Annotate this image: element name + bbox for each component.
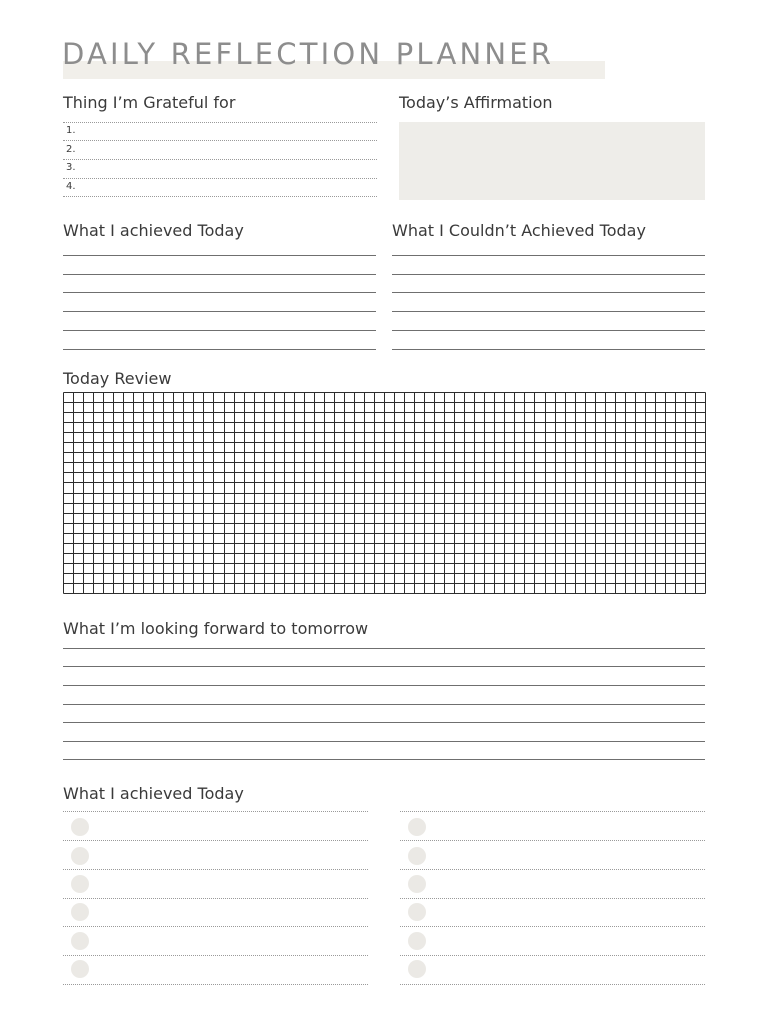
checkbox-bullet-icon[interactable]	[408, 847, 426, 865]
not-achieved-line-6[interactable]	[392, 349, 705, 350]
checkbox-bullet-icon[interactable]	[71, 875, 89, 893]
review-grid[interactable]	[63, 392, 706, 594]
checklist-left-top-rule	[63, 811, 368, 812]
checkbox-bullet-icon[interactable]	[408, 932, 426, 950]
checklist-right-top-rule	[400, 811, 705, 812]
grateful-line-2[interactable]	[63, 159, 377, 160]
review-heading: Today Review	[63, 369, 172, 388]
grateful-item-number-2: 2.	[66, 144, 76, 155]
forward-line-2[interactable]	[63, 666, 705, 667]
not-achieved-heading: What I Couldn’t Achieved Today	[392, 221, 646, 240]
grateful-line-3[interactable]	[63, 178, 377, 179]
forward-line-6[interactable]	[63, 741, 705, 742]
checkbox-bullet-icon[interactable]	[71, 847, 89, 865]
checkbox-bullet-icon[interactable]	[408, 875, 426, 893]
achieved-line-2[interactable]	[63, 274, 376, 275]
checklist-right-line-1[interactable]	[400, 840, 705, 841]
grateful-line-1[interactable]	[63, 140, 377, 141]
checklist-right-line-6[interactable]	[400, 984, 705, 985]
not-achieved-line-5[interactable]	[392, 330, 705, 331]
achieved-line-1[interactable]	[63, 255, 376, 256]
grateful-item-number-3: 3.	[66, 162, 76, 173]
not-achieved-line-4[interactable]	[392, 311, 705, 312]
affirmation-box[interactable]	[399, 122, 705, 200]
checkbox-bullet-icon[interactable]	[71, 903, 89, 921]
checklist-heading: What I achieved Today	[63, 784, 244, 803]
forward-line-4[interactable]	[63, 704, 705, 705]
achieved-line-4[interactable]	[63, 311, 376, 312]
forward-heading: What I’m looking forward to tomorrow	[63, 619, 369, 638]
checklist-left-line-4[interactable]	[63, 926, 368, 927]
checkbox-bullet-icon[interactable]	[408, 960, 426, 978]
forward-line-5[interactable]	[63, 722, 705, 723]
achieved-line-3[interactable]	[63, 292, 376, 293]
grateful-item-number-4: 4.	[66, 181, 76, 192]
grateful-item-number-1: 1.	[66, 125, 76, 136]
checklist-left-line-5[interactable]	[63, 955, 368, 956]
checklist-left-line-1[interactable]	[63, 840, 368, 841]
page-title: DAILY REFLECTION PLANNER	[62, 37, 555, 71]
forward-line-3[interactable]	[63, 685, 705, 686]
checkbox-bullet-icon[interactable]	[71, 960, 89, 978]
grateful-top-rule	[63, 122, 377, 123]
not-achieved-line-2[interactable]	[392, 274, 705, 275]
forward-line-1[interactable]	[63, 648, 705, 649]
not-achieved-line-3[interactable]	[392, 292, 705, 293]
checklist-right-line-4[interactable]	[400, 926, 705, 927]
grateful-line-4[interactable]	[63, 196, 377, 197]
checkbox-bullet-icon[interactable]	[71, 818, 89, 836]
grateful-heading: Thing I’m Grateful for	[63, 93, 236, 112]
checklist-right-line-2[interactable]	[400, 869, 705, 870]
achieved-heading: What I achieved Today	[63, 221, 244, 240]
checklist-right-line-5[interactable]	[400, 955, 705, 956]
checklist-left-line-3[interactable]	[63, 898, 368, 899]
checklist-left-line-2[interactable]	[63, 869, 368, 870]
affirmation-heading: Today’s Affirmation	[399, 93, 553, 112]
checkbox-bullet-icon[interactable]	[71, 932, 89, 950]
not-achieved-line-1[interactable]	[392, 255, 705, 256]
checkbox-bullet-icon[interactable]	[408, 903, 426, 921]
achieved-line-6[interactable]	[63, 349, 376, 350]
forward-line-7[interactable]	[63, 759, 705, 760]
checkbox-bullet-icon[interactable]	[408, 818, 426, 836]
checklist-left-line-6[interactable]	[63, 984, 368, 985]
achieved-line-5[interactable]	[63, 330, 376, 331]
checklist-right-line-3[interactable]	[400, 898, 705, 899]
